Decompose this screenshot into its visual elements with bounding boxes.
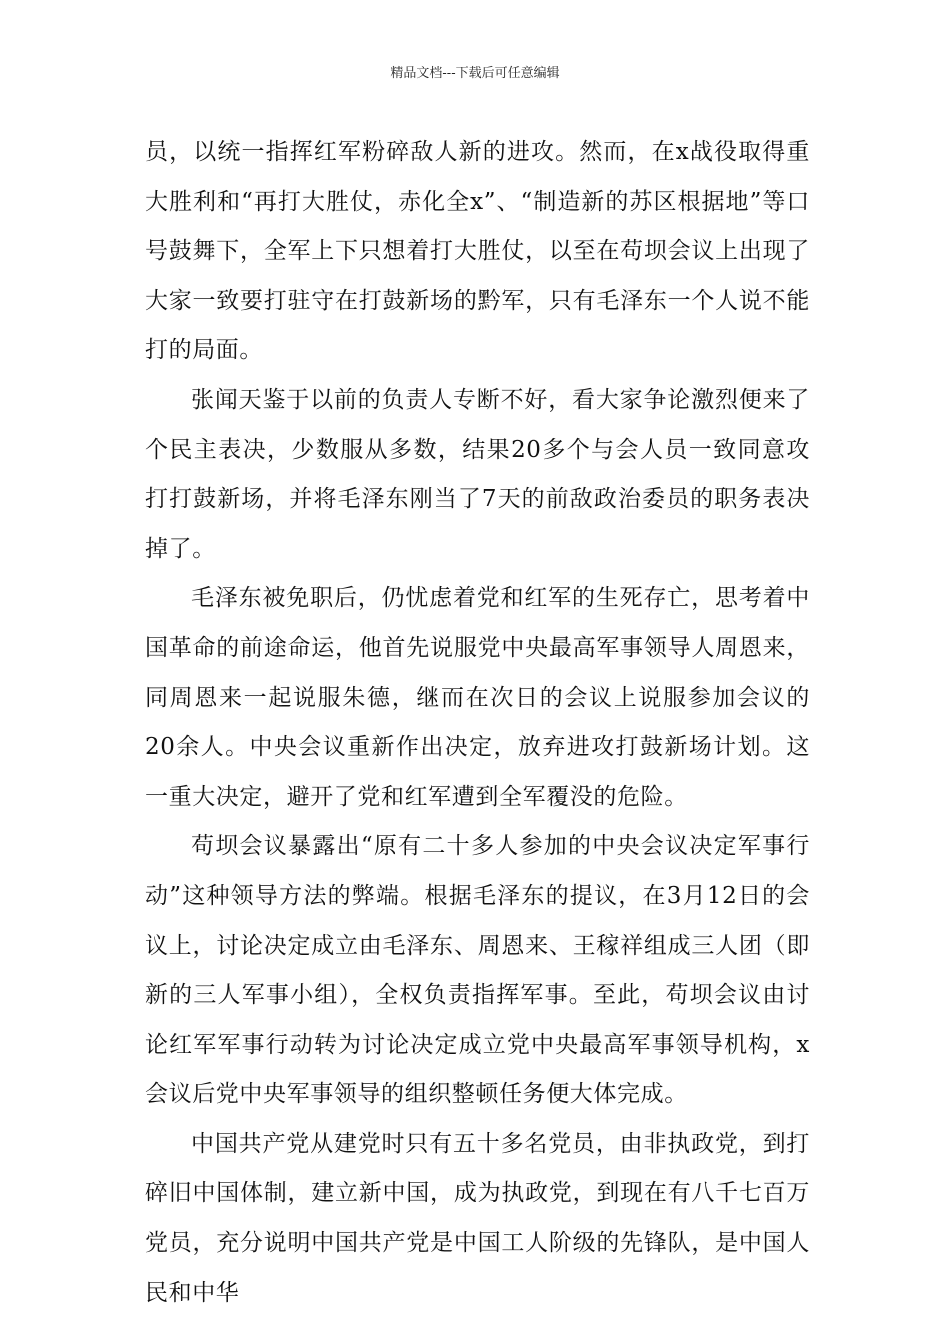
paragraph-4: 苟坝会议暴露出“原有二十多人参加的中央会议决定军事行动”这种领导方法的弊端。根据毛泽东的提议，在3月12日的会议上，讨论决定成立由毛泽东、周恩来、王稼祥组成三人团（即新的三人军事小组），全权负责指挥军事。至此，苟坝会议由讨论红军军事行动转为讨论决定成立党中央最高军事领导机构，x会议后党中央军事领导的组织整顿任务便大体完成。 xyxy=(145,833,810,1108)
paragraph-2: 张闻天鉴于以前的负责人专断不好，看大家争论激烈便来了个民主表决，少数服从多数，结果20多个与会人员一致同意攻打打鼓新场，并将毛泽东刚当了7天的前敌政治委员的职务表决掉了。 xyxy=(145,386,810,562)
paragraph-3: 毛泽东被免职后，仍忧虑着党和红军的生死存亡，思考着中国革命的前途命运，他首先说服党中央最高军事领导人周恩来，同周恩来一起说服朱德，继而在次日的会议上说服参加会议的20余人。中央会议重新作出决定，放弃进攻打鼓新场计划。这一重大决定，避开了党和红军遭到全军覆没的危险。 xyxy=(145,585,810,810)
paragraph-5: 中国共产党从建党时只有五十多名党员，由非执政党，到打碎旧中国体制，建立新中国，成为执政党，到现在有八千七百万党员，充分说明中国共产党是中国工人阶级的先锋队，是中国人民和中华 xyxy=(145,1130,810,1306)
document-body xyxy=(145,128,810,1318)
page-header: 精品文档---下载后可任意编辑 xyxy=(390,66,560,81)
paragraph-1: 员，以统一指挥红军粉碎敌人新的进攻。然而，在x战役取得重大胜利和“再打大胜仗，赤化全x”、“制造新的苏区根据地”等口号鼓舞下，全军上下只想着打大胜仗，以至在苟坝会议上出现了大家一致要打驻守在打鼓新场的黔军，只有毛泽东一个人说不能打的局面。 xyxy=(145,139,810,364)
